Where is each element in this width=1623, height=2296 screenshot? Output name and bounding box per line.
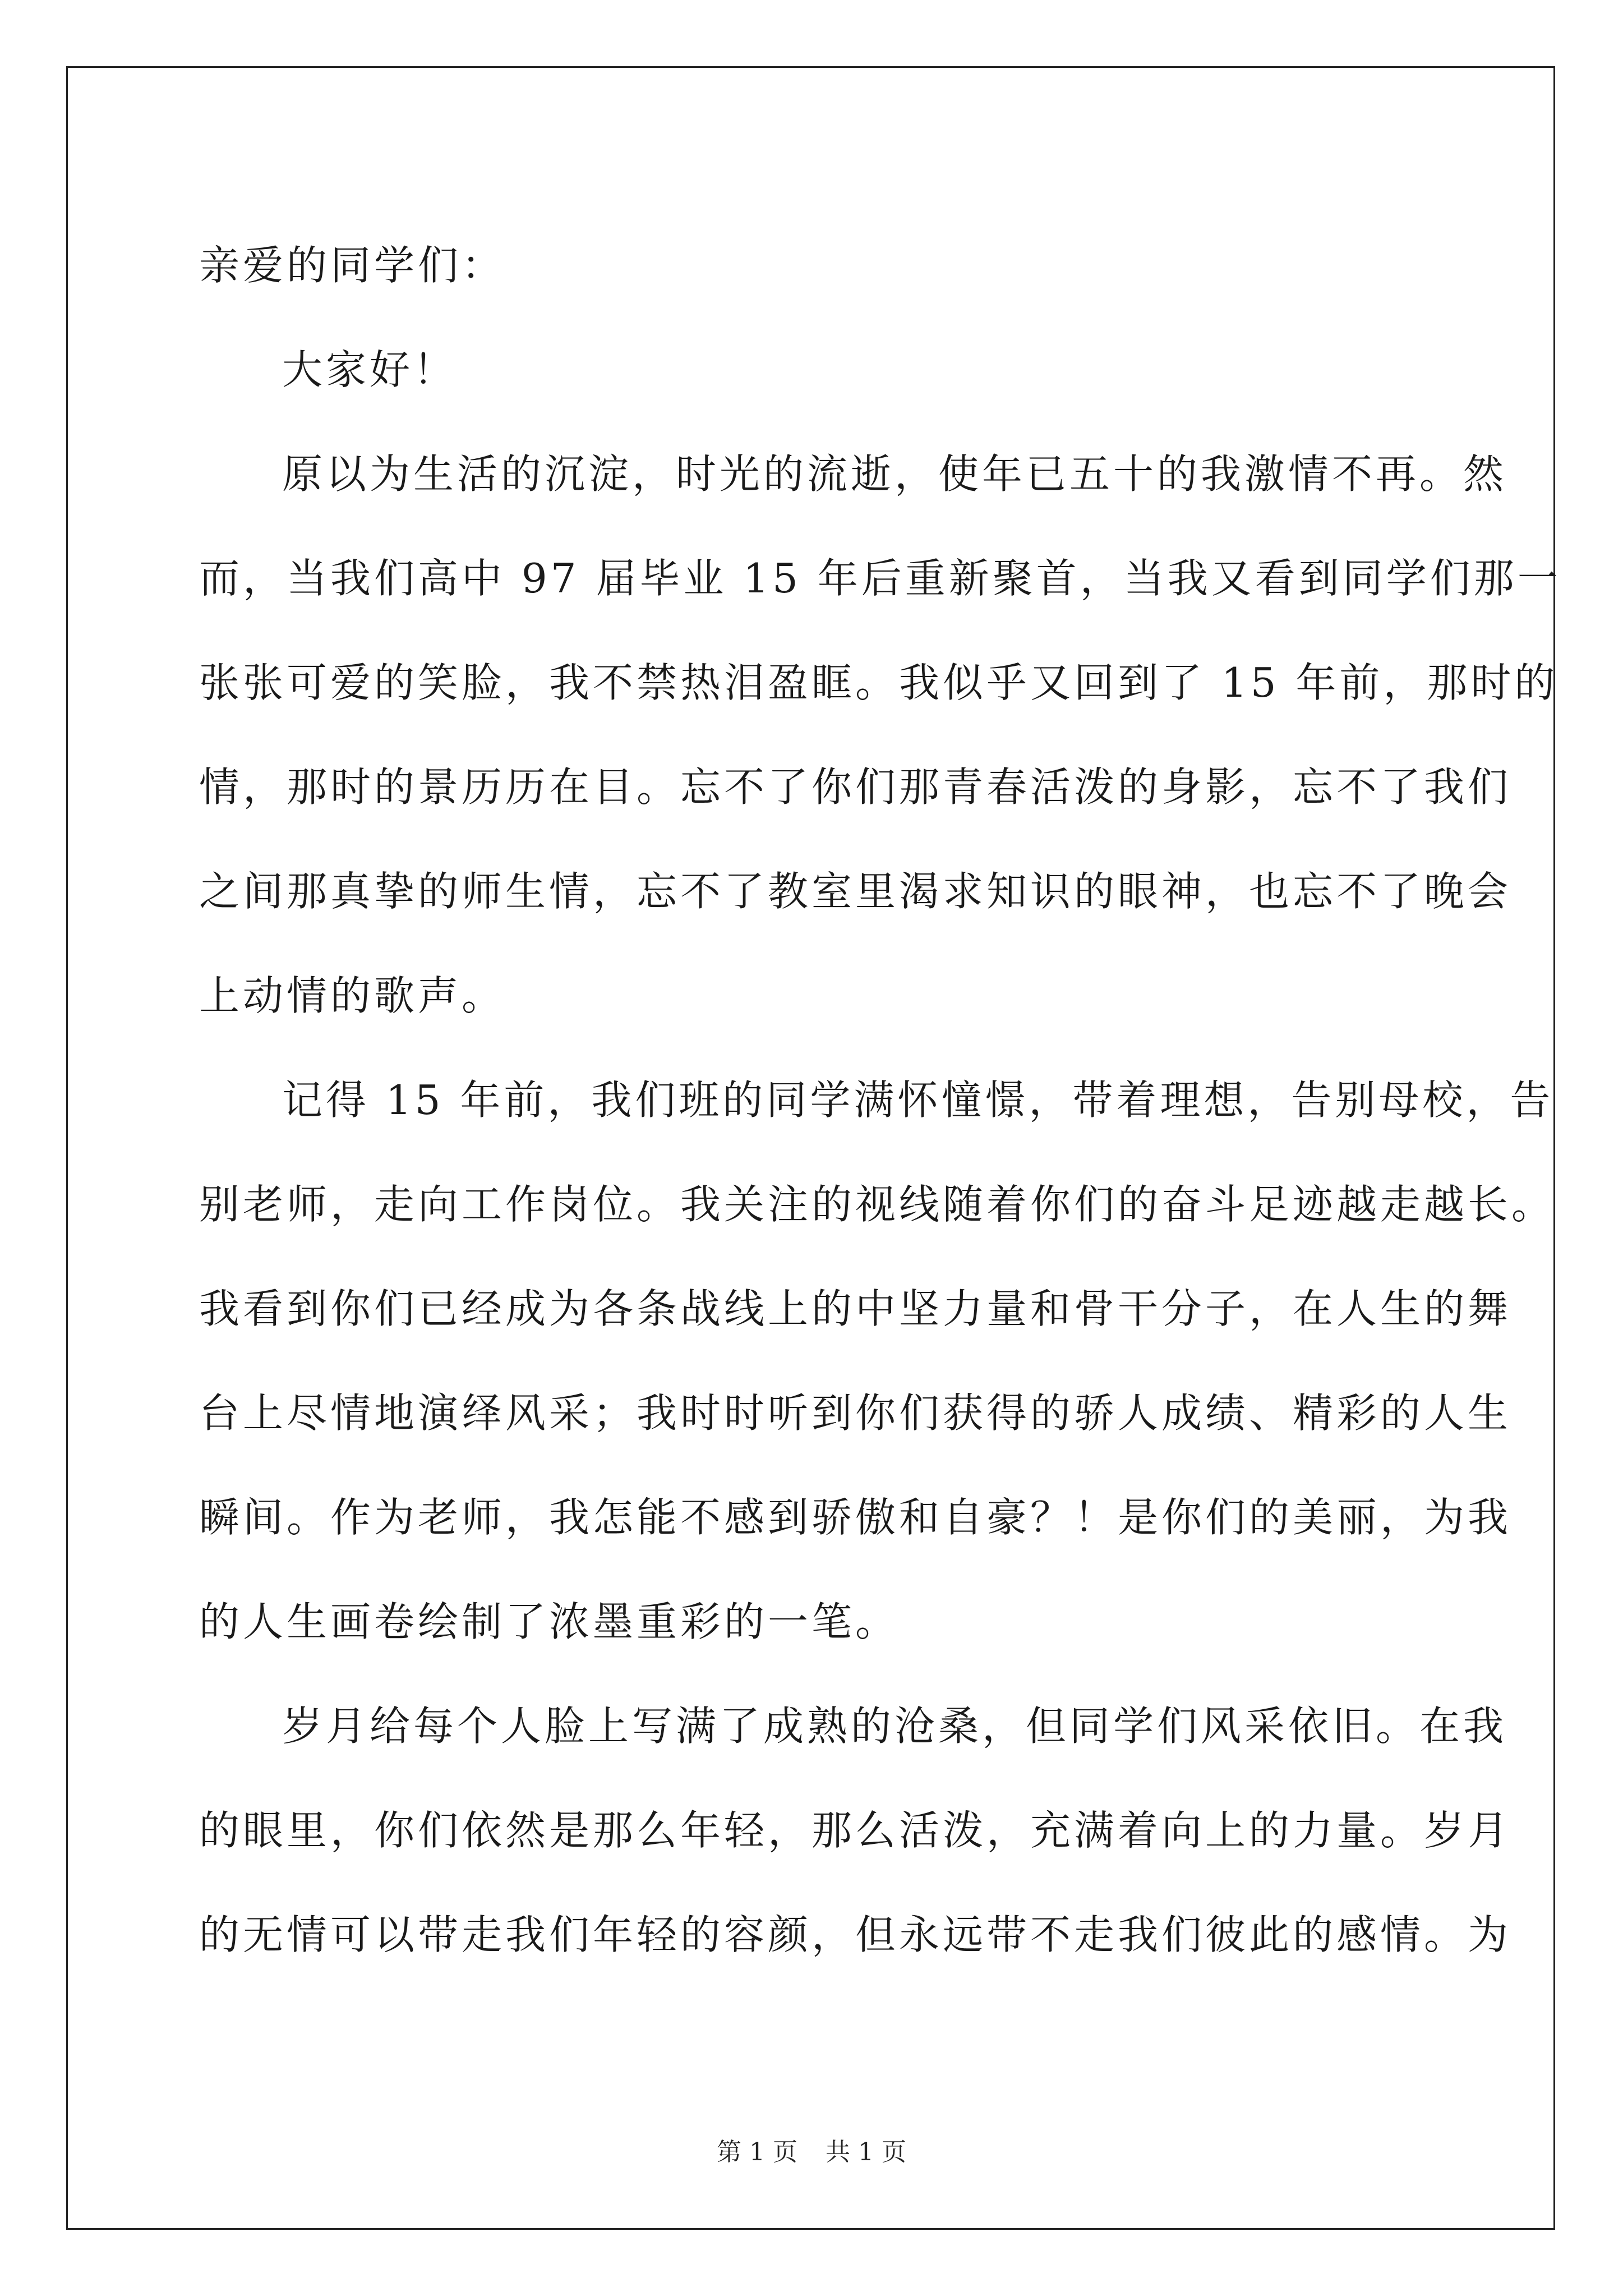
body-line: 情，那时的景历历在目。忘不了你们那青春活泼的身影，忘不了我们 — [199, 763, 1512, 811]
body-line: 的人生画卷绘制了浓墨重彩的一笔。 — [199, 1598, 900, 1645]
body-line: 之间那真挚的师生情，忘不了教室里渴求知识的眼神，也忘不了晚会 — [199, 868, 1512, 915]
greeting-line: 大家好！ — [282, 346, 458, 393]
body-line: 别老师，走向工作岗位。我关注的视线随着你们的奋斗足迹越走越长。 — [199, 1181, 1556, 1228]
body-line: 岁月给每个人脸上写满了成熟的沧桑，但同学们风采依旧。在我 — [282, 1703, 1507, 1750]
body-line: 原以为生活的沉淀，时光的流逝，使年已五十的我激情不再。然 — [282, 450, 1507, 498]
body-line: 的无情可以带走我们年轻的容颜，但永远带不走我们彼此的感情。为 — [199, 1911, 1512, 1958]
salutation-line: 亲爱的同学们： — [199, 242, 506, 289]
body-line: 张张可爱的笑脸，我不禁热泪盈眶。我似乎又回到了 15 年前，那时的 — [199, 659, 1559, 706]
page-number-total: 共 1 页 — [826, 2138, 906, 2166]
page-number-current: 第 1 页 — [717, 2138, 797, 2166]
page-footer — [0, 2132, 1623, 2168]
letter-body — [199, 213, 1561, 1987]
body-line: 的眼里，你们依然是那么年轻，那么活泼，充满着向上的力量。岁月 — [199, 1807, 1512, 1854]
body-line: 瞬间。作为老师，我怎能不感到骄傲和自豪？！是你们的美丽，为我 — [199, 1494, 1512, 1541]
body-line: 上动情的歌声。 — [199, 972, 506, 1019]
body-line: 我看到你们已经成为各条战线上的中坚力量和骨干分子，在人生的舞 — [199, 1285, 1512, 1332]
body-line: 记得 15 年前，我们班的同学满怀憧憬，带着理想，告别母校，告 — [282, 1076, 1554, 1124]
body-line: 台上尽情地演绎风采；我时时听到你们获得的骄人成绩、精彩的人生 — [199, 1389, 1512, 1437]
body-line: 而，当我们高中 97 届毕业 15 年后重新聚首，当我又看到同学们那一 — [199, 555, 1561, 602]
